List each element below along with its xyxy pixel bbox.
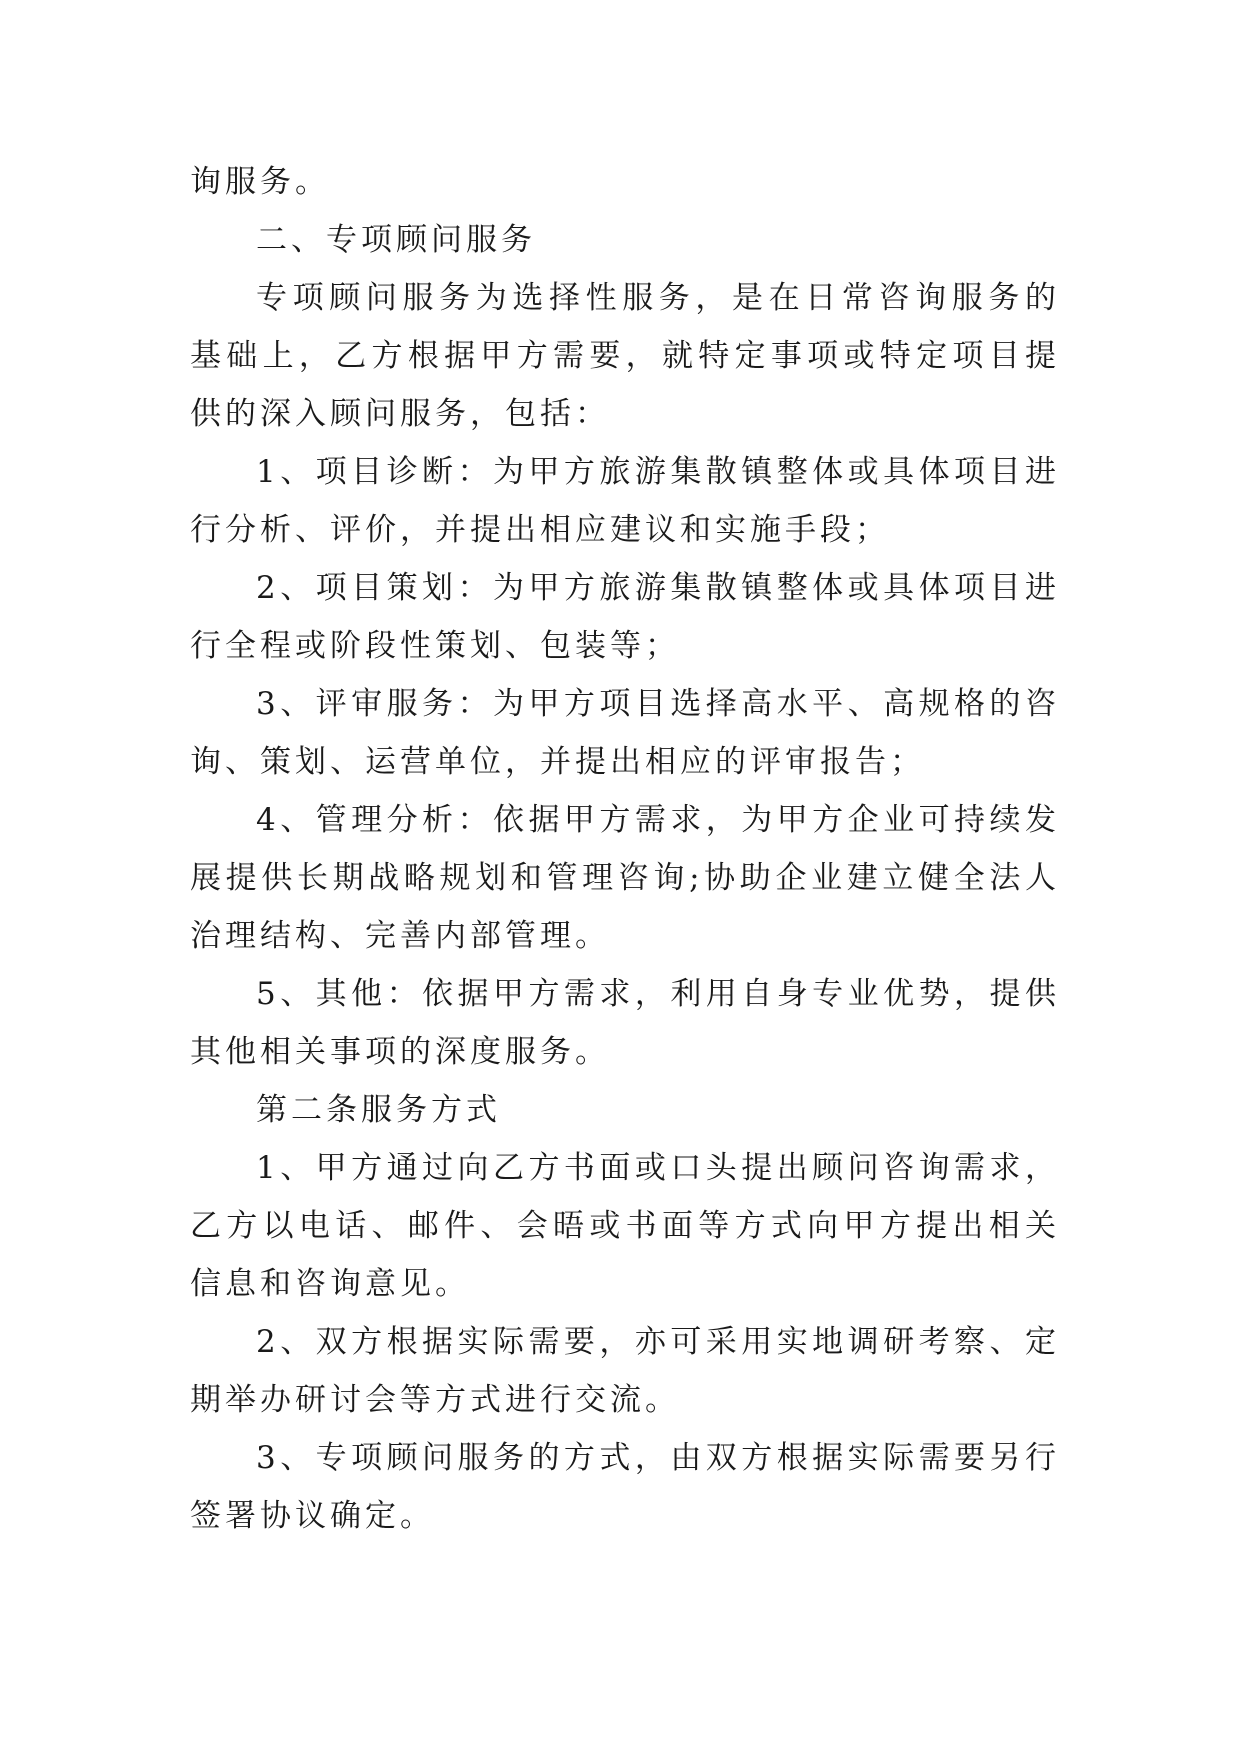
list-item-method-1: 1、甲方通过向乙方书面或口头提出顾问咨询需求，乙方以电话、邮件、会晤或书面等方式向甲方提出相关信息和咨询意见。 [190, 1150, 1060, 1302]
list-item-review-service: 3、评审服务：为甲方项目选择高水平、高规格的咨询、策划、运营单位，并提出相应的评审报告； [190, 686, 1060, 780]
paragraph-continuation: 询服务。 [190, 164, 330, 200]
paragraph-special-consulting-intro: 专项顾问服务为选择性服务，是在日常咨询服务的基础上，乙方根据甲方需要，就特定事项或特定项目提供的深入顾问服务，包括： [190, 280, 1060, 432]
list-item-other: 5、其他：依据甲方需求，利用自身专业优势，提供其他相关事项的深度服务。 [190, 976, 1060, 1070]
list-item-management-analysis: 4、管理分析：依据甲方需求，为甲方企业可持续发展提供长期战略规划和管理咨询;协助企业建立健全法人治理结构、完善内部管理。 [190, 802, 1060, 954]
list-item-method-3: 3、专项顾问服务的方式，由双方根据实际需要另行签署协议确定。 [190, 1440, 1060, 1534]
list-item-method-2: 2、双方根据实际需要，亦可采用实地调研考察、定期举办研讨会等方式进行交流。 [190, 1324, 1060, 1418]
document-body [190, 153, 1060, 1545]
list-item-project-diagnosis: 1、项目诊断：为甲方旅游集散镇整体或具体项目进行分析、评价，并提出相应建议和实施手段； [190, 454, 1060, 548]
section-heading-special-consulting: 二、专项顾问服务 [256, 222, 536, 258]
list-item-project-planning: 2、项目策划：为甲方旅游集散镇整体或具体项目进行全程或阶段性策划、包装等； [190, 570, 1060, 664]
article-heading-service-method: 第二条服务方式 [256, 1092, 501, 1128]
